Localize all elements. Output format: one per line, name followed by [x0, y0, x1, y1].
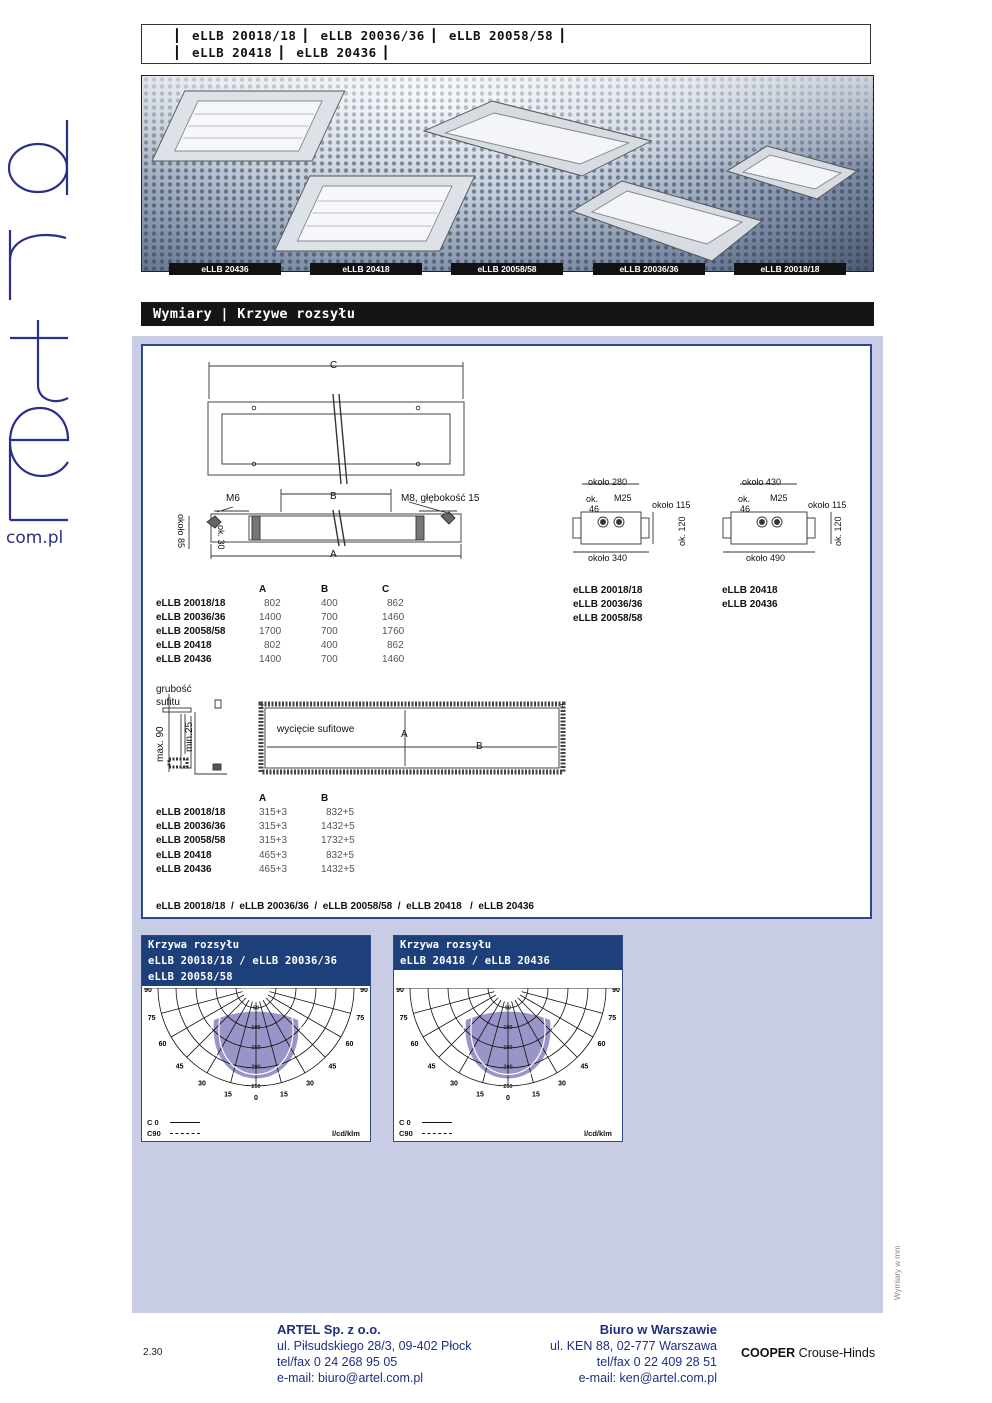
- legend-dashed-line: [170, 1133, 200, 1134]
- radial-label: 150: [503, 1044, 513, 1051]
- angle-label: 15: [280, 1091, 288, 1099]
- radial-label: 200: [251, 1064, 261, 1071]
- ok120-label: ok. 120: [833, 516, 843, 546]
- table-row-model: eLLB 20418: [156, 640, 212, 651]
- distribution-curve-box-1: [141, 935, 371, 1142]
- table-cell-a: 465+3: [259, 864, 288, 875]
- angle-label: 0: [506, 1095, 510, 1102]
- angle-label: 45: [580, 1063, 589, 1071]
- table-cell-a: 315+3: [259, 835, 288, 846]
- office-email[interactable]: e-mail: ken@artel.com.pl: [578, 1371, 717, 1385]
- m8-label: M8, głębokość 15: [401, 493, 480, 504]
- table-row-model: eLLB 20418: [156, 850, 212, 861]
- office-name: Biuro w Warszawie: [599, 1322, 717, 1337]
- curve-header: [142, 936, 370, 986]
- polar-diagram: [394, 988, 622, 1118]
- units-note: Wymiary w mm: [893, 1245, 902, 1300]
- table-cell-a: 315+3: [259, 807, 288, 818]
- okolo490-label: około 490: [746, 553, 786, 563]
- ok-label: ok.: [738, 494, 751, 504]
- brand-bold: COOPER: [741, 1346, 796, 1360]
- okolo115-label: około 115: [808, 500, 847, 510]
- company-email[interactable]: e-mail: biuro@artel.com.pl: [277, 1371, 424, 1385]
- table-cell-c: 1460: [382, 612, 405, 623]
- table-cell-a: 1400: [259, 612, 282, 623]
- dimension-drawings: [141, 344, 872, 919]
- curve-title: Krzywa rozsyłu: [148, 939, 240, 951]
- dim-label-a: A: [401, 729, 408, 740]
- radial-label: 50: [504, 1005, 512, 1012]
- photo-tag: eLLB 20436: [169, 263, 281, 275]
- ok-label: ok.: [586, 494, 599, 504]
- group-left-model: eLLB 20036/36: [573, 599, 643, 610]
- table-cell-b: 1732+5: [321, 835, 355, 846]
- dim-label-b: B: [330, 491, 337, 502]
- distribution-curve-box-2: [393, 935, 623, 1142]
- legend-dashed-line: [422, 1133, 452, 1134]
- angle-label: 45: [427, 1063, 436, 1071]
- polar-diagram: [142, 988, 370, 1118]
- product-photo: [141, 75, 874, 272]
- table-cell-a: 1700: [259, 626, 282, 637]
- okolo340-label: około 340: [588, 553, 628, 563]
- table-cell-b: 832+5: [326, 807, 355, 818]
- table-cell-b: 700: [321, 612, 338, 623]
- luminaires-illustration: [142, 76, 874, 272]
- sufitu-label: sufitu: [156, 697, 180, 708]
- legend-c90: C90: [147, 1129, 161, 1138]
- photo-tag: eLLB 20418: [310, 263, 422, 275]
- legend-solid-line: [170, 1122, 200, 1123]
- okolo280-label: około 280: [588, 477, 628, 487]
- table-row-model: eLLB 20018/18: [156, 598, 226, 609]
- logo-domain: com.pl: [6, 528, 64, 548]
- table-row-model: eLLB 20036/36: [156, 821, 226, 832]
- table-row-model: eLLB 20036/36: [156, 612, 226, 623]
- angle-label: 90: [144, 988, 152, 994]
- angle-label: 30: [450, 1080, 458, 1088]
- table-cell-b: 1432+5: [321, 864, 355, 875]
- curve-models: eLLB 20058/58: [148, 971, 233, 983]
- curve-title: Krzywa rozsyłu: [400, 939, 492, 951]
- angle-label: 90: [612, 988, 620, 994]
- radial-label: 100: [251, 1025, 261, 1032]
- model-header-box: [141, 24, 871, 64]
- table-cell-a: 465+3: [259, 850, 288, 861]
- angle-label: 90: [396, 988, 404, 994]
- models-line: eLLB 20018/18 / eLLB 20036/36 / eLLB 20058/58 / eLLB 20418 / eLLB 20436: [156, 901, 534, 912]
- table-cell-b: 400: [321, 640, 338, 651]
- angle-label: 0: [254, 1095, 258, 1102]
- n46-label: 46: [740, 504, 751, 514]
- okolo85-label: około 85: [176, 514, 186, 549]
- dim-label-a: A: [330, 549, 337, 560]
- col-header-b: B: [321, 584, 329, 595]
- table-cell-a: 802: [264, 598, 281, 609]
- table-cell-a: 315+3: [259, 821, 288, 832]
- angle-label: 45: [328, 1063, 337, 1071]
- brand-rest: Crouse-Hinds: [795, 1346, 876, 1360]
- angle-label: 75: [608, 1014, 617, 1022]
- radial-label: 250: [251, 1084, 261, 1090]
- angle-label: 15: [476, 1091, 484, 1099]
- radial-label: 100: [503, 1025, 513, 1032]
- n46-label: 46: [589, 504, 600, 514]
- angle-label: 60: [345, 1041, 354, 1048]
- angle-label: 45: [175, 1063, 184, 1071]
- office-phone: tel/fax 0 22 409 28 51: [596, 1355, 717, 1369]
- header-line-2: ▎ eLLB 20418 ▎ eLLB 20436 ▎: [176, 45, 393, 60]
- office-address: ul. KEN 88, 02-777 Warszawa: [550, 1339, 717, 1353]
- col-header-a: A: [259, 584, 267, 595]
- m25-label: M25: [770, 493, 788, 503]
- angle-label: 60: [597, 1041, 606, 1048]
- radial-label: 250: [503, 1084, 513, 1090]
- group-right-model: eLLB 20418: [722, 585, 778, 596]
- table-cell-b: 1432+5: [321, 821, 355, 832]
- col-header-a: A: [259, 793, 267, 804]
- company-phone: tel/fax 0 24 268 95 05: [277, 1355, 398, 1369]
- cooper-logo: [741, 1346, 875, 1360]
- table-cell-c: 862: [387, 598, 404, 609]
- m25-label: M25: [614, 493, 632, 503]
- m6-label: M6: [226, 493, 240, 504]
- angle-label: 30: [198, 1080, 206, 1088]
- photo-tag: eLLB 20036/36: [593, 263, 705, 275]
- photo-tag: eLLB 20058/58: [451, 263, 563, 275]
- group-left-model: eLLB 20018/18: [573, 585, 643, 596]
- company-name: ARTEL Sp. z o.o.: [277, 1322, 381, 1337]
- unit-label: l/cd/klm: [332, 1129, 360, 1138]
- ok30-label: ok. 30: [216, 525, 226, 550]
- legend-c0: C 0: [399, 1118, 411, 1127]
- angle-label: 75: [356, 1014, 365, 1022]
- table-cell-c: 862: [387, 640, 404, 651]
- ok120-label: ok. 120: [677, 516, 687, 546]
- table-cell-a: 802: [264, 640, 281, 651]
- legend-c0: C 0: [147, 1118, 159, 1127]
- legend-solid-line: [422, 1122, 452, 1123]
- okolo115-label: około 115: [652, 500, 691, 510]
- section-title: Wymiary | Krzywe rozsyłu: [141, 302, 874, 326]
- curve-models: eLLB 20418 / eLLB 20436: [400, 955, 550, 967]
- group-left-model: eLLB 20058/58: [573, 613, 643, 624]
- group-right-model: eLLB 20436: [722, 599, 778, 610]
- curve-header: [394, 936, 622, 970]
- artel-logo: [0, 60, 80, 530]
- angle-label: 15: [224, 1091, 232, 1099]
- unit-label: l/cd/klm: [584, 1129, 612, 1138]
- header-line-1: ▎ eLLB 20018/18 ▎ eLLB 20036/36 ▎ eLLB 20058/58 ▎: [176, 28, 570, 43]
- angle-label: 15: [532, 1091, 540, 1099]
- table-row-model: eLLB 20058/58: [156, 626, 226, 637]
- angle-label: 60: [158, 1041, 167, 1048]
- min25-label: min.25: [184, 721, 195, 752]
- table-cell-c: 1460: [382, 654, 405, 665]
- company-address: ul. Piłsudskiego 28/3, 09-402 Płock: [277, 1339, 472, 1353]
- okolo430-label: około 430: [742, 477, 782, 487]
- photo-tag: eLLB 20018/18: [734, 263, 846, 275]
- table-cell-a: 1400: [259, 654, 282, 665]
- table-cell-b: 400: [321, 598, 338, 609]
- grubosc-label: grubość: [156, 684, 192, 695]
- angle-label: 90: [360, 988, 368, 994]
- table-row-model: eLLB 20436: [156, 654, 212, 665]
- table-cell-b: 700: [321, 626, 338, 637]
- col-header-b: B: [321, 793, 329, 804]
- table-cell-b: 700: [321, 654, 338, 665]
- curve-models: eLLB 20018/18 / eLLB 20036/36: [148, 955, 338, 967]
- radial-label: 150: [251, 1044, 261, 1051]
- table-cell-b: 832+5: [326, 850, 355, 861]
- legend-c90: C90: [399, 1129, 413, 1138]
- dim-label-b: B: [476, 741, 483, 752]
- radial-label: 200: [503, 1064, 513, 1071]
- table-row-model: eLLB 20018/18: [156, 807, 226, 818]
- angle-label: 75: [399, 1014, 408, 1022]
- max90-label: max. 90: [155, 726, 166, 762]
- angle-label: 30: [558, 1080, 566, 1088]
- page-number: 2.30: [143, 1347, 163, 1358]
- angle-label: 60: [410, 1041, 419, 1048]
- table-row-model: eLLB 20436: [156, 864, 212, 875]
- radial-label: 50: [252, 1005, 260, 1012]
- table-row-model: eLLB 20058/58: [156, 835, 226, 846]
- cutout-label: wycięcie sufitowe: [277, 724, 355, 735]
- dim-label-c: C: [330, 360, 338, 371]
- angle-label: 75: [147, 1014, 156, 1022]
- table-cell-c: 1760: [382, 626, 405, 637]
- col-header-c: C: [382, 584, 390, 595]
- angle-label: 30: [306, 1080, 314, 1088]
